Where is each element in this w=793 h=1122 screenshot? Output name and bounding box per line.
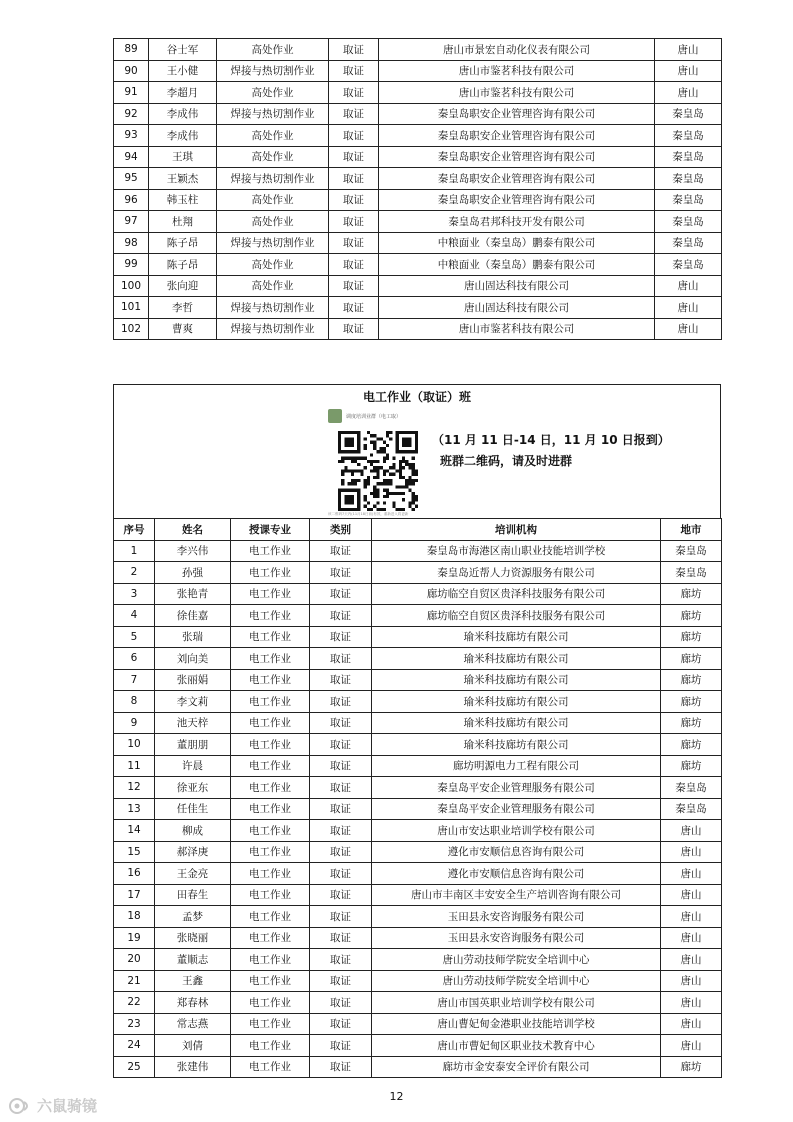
- table-cell: 董朋朋: [155, 734, 231, 756]
- table-cell: 瑜米科技廊坊有限公司: [372, 734, 661, 756]
- table-cell: 高处作业: [217, 146, 329, 168]
- table-cell: 取证: [310, 798, 372, 820]
- table-cell: 取证: [310, 626, 372, 648]
- table-cell: 取证: [329, 318, 379, 340]
- table-cell: 取证: [310, 605, 372, 627]
- table-cell: 秦皇岛平安企业管理服务有限公司: [372, 777, 661, 799]
- table-cell: 刘倩: [155, 1035, 231, 1057]
- table-cell: 瑜米科技廊坊有限公司: [372, 626, 661, 648]
- table-cell: 秦皇岛市海港区南山职业技能培训学校: [372, 540, 661, 562]
- table-row: [114, 297, 722, 319]
- table-cell: 秦皇岛: [661, 562, 722, 584]
- table-cell: 张瑞: [155, 626, 231, 648]
- table-row: [114, 60, 722, 82]
- table-cell: 廊坊: [661, 648, 722, 670]
- table-cell: 李文莉: [155, 691, 231, 713]
- table-cell: 唐山: [661, 863, 722, 885]
- table-cell: 98: [114, 232, 149, 254]
- table-cell: 遵化市安顺信息咨询有限公司: [372, 863, 661, 885]
- table-row: [114, 755, 722, 777]
- table-row: [114, 254, 722, 276]
- table-cell: 遵化市安顺信息咨询有限公司: [372, 841, 661, 863]
- table-cell: 秦皇岛: [655, 189, 722, 211]
- schedule-note: （11 月 11 日-14 日，11 月 10 日报到）: [432, 433, 670, 447]
- table-cell: 唐山市曹妃甸区职业技术教育中心: [372, 1035, 661, 1057]
- column-header: 序号: [114, 519, 155, 541]
- table-row: [114, 82, 722, 104]
- table-cell: 23: [114, 1013, 155, 1035]
- table-cell: 瑜米科技廊坊有限公司: [372, 712, 661, 734]
- table-cell: 15: [114, 841, 155, 863]
- table-cell: 柳成: [155, 820, 231, 842]
- table-cell: 95: [114, 168, 149, 190]
- table-row: [114, 906, 722, 928]
- column-header: 姓名: [155, 519, 231, 541]
- table-cell: 廊坊明源电力工程有限公司: [372, 755, 661, 777]
- table-row: [114, 146, 722, 168]
- table-cell: 瑜米科技廊坊有限公司: [372, 648, 661, 670]
- section-title: 电工作业（取证）班: [362, 390, 471, 404]
- table-cell: 唐山市景宏自动化仪表有限公司: [379, 39, 655, 61]
- table-row: [114, 777, 722, 799]
- table-cell: 22: [114, 992, 155, 1014]
- table-cell: 11: [114, 755, 155, 777]
- table-cell: 廊坊: [661, 626, 722, 648]
- table-cell: 20: [114, 949, 155, 971]
- table-cell: 中粮面业（秦皇岛）鹏泰有限公司: [379, 232, 655, 254]
- table-cell: 21: [114, 970, 155, 992]
- table-cell: 唐山: [661, 906, 722, 928]
- table-cell: 唐山市丰南区丰安安全生产培训咨询有限公司: [372, 884, 661, 906]
- table-cell: 唐山: [655, 297, 722, 319]
- table-cell: 8: [114, 691, 155, 713]
- table-cell: 电工作业: [231, 562, 310, 584]
- table-cell: 焊接与热切割作业: [217, 60, 329, 82]
- table-cell: 取证: [310, 712, 372, 734]
- table-row: [114, 1056, 722, 1078]
- page-number: 12: [389, 1090, 404, 1103]
- table-row: [114, 168, 722, 190]
- table-cell: 任佳生: [155, 798, 231, 820]
- table-cell: 唐山: [655, 39, 722, 61]
- table-header-row: [114, 519, 722, 541]
- table-cell: 廊坊: [661, 1056, 722, 1078]
- table-cell: 电工作业: [231, 777, 310, 799]
- table-cell: 秦皇岛: [655, 254, 722, 276]
- table-cell: 王小健: [149, 60, 217, 82]
- table-row: [114, 232, 722, 254]
- table-cell: 廊坊临空自贸区贵泽科技服务有限公司: [372, 605, 661, 627]
- table-cell: 唐山: [655, 60, 722, 82]
- table-cell: 取证: [310, 841, 372, 863]
- table-cell: 廊坊: [661, 691, 722, 713]
- table-cell: 100: [114, 275, 149, 297]
- group-avatar-icon: [328, 409, 342, 423]
- table-cell: 张向迎: [149, 275, 217, 297]
- table-cell: 7: [114, 669, 155, 691]
- table-cell: 89: [114, 39, 149, 61]
- table-cell: 电工作业: [231, 1035, 310, 1057]
- table-cell: 取证: [310, 734, 372, 756]
- table-cell: 电工作业: [231, 1056, 310, 1078]
- table-cell: 秦皇岛: [655, 211, 722, 233]
- table-cell: 杜翔: [149, 211, 217, 233]
- table-cell: 韩玉柱: [149, 189, 217, 211]
- table-cell: 高处作业: [217, 189, 329, 211]
- table-cell: 李兴伟: [155, 540, 231, 562]
- table-cell: 19: [114, 927, 155, 949]
- table-cell: 电工作业: [231, 949, 310, 971]
- table-cell: 取证: [329, 297, 379, 319]
- table-cell: 田春生: [155, 884, 231, 906]
- table-cell: 秦皇岛: [661, 798, 722, 820]
- table-cell: 唐山: [661, 970, 722, 992]
- table-cell: 唐山: [661, 992, 722, 1014]
- table-cell: 唐山市鉴茗科技有限公司: [379, 82, 655, 104]
- table-cell: 瑜米科技廊坊有限公司: [372, 691, 661, 713]
- table-cell: 90: [114, 60, 149, 82]
- qr-caption: 该二维码7天内(11月18日前)有效，重新进入将更新: [328, 512, 409, 516]
- table-cell: 高处作业: [217, 39, 329, 61]
- table-cell: 2: [114, 562, 155, 584]
- table-row: [114, 211, 722, 233]
- qr-note: 班群二维码，请及时进群: [440, 454, 573, 468]
- table-cell: 93: [114, 125, 149, 147]
- table-cell: 4: [114, 605, 155, 627]
- table-cell: 唐山固达科技有限公司: [379, 297, 655, 319]
- table-cell: 电工作业: [231, 863, 310, 885]
- table-cell: 唐山市鉴茗科技有限公司: [379, 318, 655, 340]
- table-cell: 唐山: [661, 1035, 722, 1057]
- table-cell: 高处作业: [217, 125, 329, 147]
- table-cell: 焊接与热切割作业: [217, 297, 329, 319]
- table-row: [114, 605, 722, 627]
- table-row: [114, 992, 722, 1014]
- table-row: [114, 189, 722, 211]
- table-cell: 秦皇岛: [655, 125, 722, 147]
- table-cell: 王琪: [149, 146, 217, 168]
- qr-header: [328, 409, 422, 423]
- table-cell: 唐山劳动技师学院安全培训中心: [372, 949, 661, 971]
- table-cell: 李哲: [149, 297, 217, 319]
- table-cell: 16: [114, 863, 155, 885]
- table-cell: 廊坊临空自贸区贵泽科技服务有限公司: [372, 583, 661, 605]
- watermark-logo-icon: [8, 1096, 34, 1116]
- table-cell: 廊坊: [661, 583, 722, 605]
- table-cell: 廊坊: [661, 734, 722, 756]
- table-row: [114, 275, 722, 297]
- table-cell: 电工作业: [231, 906, 310, 928]
- table-row: [114, 884, 722, 906]
- watermark: [8, 1095, 97, 1116]
- table-cell: 秦皇岛职安企业管理咨询有限公司: [379, 103, 655, 125]
- table-cell: 董顺志: [155, 949, 231, 971]
- table-cell: 唐山: [661, 949, 722, 971]
- table-cell: 秦皇岛: [655, 146, 722, 168]
- table-cell: 唐山市国英职业培训学校有限公司: [372, 992, 661, 1014]
- table-cell: 取证: [310, 1056, 372, 1078]
- table-cell: 96: [114, 189, 149, 211]
- main-table: [113, 518, 722, 1078]
- table-cell: 101: [114, 297, 149, 319]
- table-cell: 电工作业: [231, 691, 310, 713]
- table-cell: 18: [114, 906, 155, 928]
- table-cell: 取证: [329, 103, 379, 125]
- table-cell: 12: [114, 777, 155, 799]
- table-row: [114, 691, 722, 713]
- table-cell: 取证: [310, 949, 372, 971]
- table-cell: 焊接与热切割作业: [217, 318, 329, 340]
- table-cell: 取证: [329, 232, 379, 254]
- table-cell: 唐山: [655, 318, 722, 340]
- table-cell: 取证: [310, 583, 372, 605]
- table-cell: 99: [114, 254, 149, 276]
- table-cell: 取证: [329, 39, 379, 61]
- main-table-body: [114, 540, 722, 1078]
- table-cell: 孟梦: [155, 906, 231, 928]
- table-cell: 秦皇岛职安企业管理咨询有限公司: [379, 168, 655, 190]
- table-cell: 取证: [329, 211, 379, 233]
- table-cell: 张丽娟: [155, 669, 231, 691]
- table-cell: 取证: [310, 1013, 372, 1035]
- table-cell: 张晓丽: [155, 927, 231, 949]
- top-table: [113, 38, 722, 340]
- table-cell: 取证: [310, 540, 372, 562]
- table-cell: 高处作业: [217, 254, 329, 276]
- top-table-body: [114, 39, 722, 340]
- table-row: [114, 949, 722, 971]
- table-row: [114, 626, 722, 648]
- table-cell: 取证: [310, 863, 372, 885]
- table-cell: 秦皇岛君邦科技开发有限公司: [379, 211, 655, 233]
- table-cell: 电工作业: [231, 841, 310, 863]
- table-cell: 取证: [310, 648, 372, 670]
- table-cell: 秦皇岛职安企业管理咨询有限公司: [379, 189, 655, 211]
- table-cell: 取证: [310, 691, 372, 713]
- table-cell: 唐山: [655, 82, 722, 104]
- table-row: [114, 1035, 722, 1057]
- table-cell: 电工作业: [231, 970, 310, 992]
- table-cell: 电工作业: [231, 605, 310, 627]
- table-cell: 张建伟: [155, 1056, 231, 1078]
- table-row: [114, 712, 722, 734]
- table-cell: 徐佳嘉: [155, 605, 231, 627]
- table-cell: 唐山: [661, 841, 722, 863]
- table-cell: 秦皇岛: [661, 777, 722, 799]
- table-cell: 唐山市安达职业培训学校有限公司: [372, 820, 661, 842]
- table-row: [114, 540, 722, 562]
- table-cell: 玉田县永安咨询服务有限公司: [372, 906, 661, 928]
- table-cell: 电工作业: [231, 648, 310, 670]
- table-cell: 取证: [329, 82, 379, 104]
- table-row: [114, 39, 722, 61]
- table-cell: 廊坊: [661, 669, 722, 691]
- table-cell: 高处作业: [217, 211, 329, 233]
- table-cell: 取证: [310, 820, 372, 842]
- table-cell: 取证: [310, 970, 372, 992]
- table-cell: 高处作业: [217, 275, 329, 297]
- table-cell: 王鑫: [155, 970, 231, 992]
- table-row: [114, 562, 722, 584]
- table-cell: 97: [114, 211, 149, 233]
- table-cell: 秦皇岛职安企业管理咨询有限公司: [379, 125, 655, 147]
- table-cell: 焊接与热切割作业: [217, 168, 329, 190]
- table-cell: 秦皇岛近帮人力资源服务有限公司: [372, 562, 661, 584]
- table-row: [114, 734, 722, 756]
- table-cell: 3: [114, 583, 155, 605]
- table-cell: 唐山: [661, 1013, 722, 1035]
- table-cell: 郝泽庚: [155, 841, 231, 863]
- table-cell: 高处作业: [217, 82, 329, 104]
- table-cell: 电工作业: [231, 583, 310, 605]
- table-cell: 王颖杰: [149, 168, 217, 190]
- table-cell: 秦皇岛职安企业管理咨询有限公司: [379, 146, 655, 168]
- table-cell: 取证: [329, 125, 379, 147]
- table-cell: 秦皇岛: [655, 168, 722, 190]
- table-cell: 电工作业: [231, 820, 310, 842]
- table-cell: 秦皇岛: [661, 540, 722, 562]
- table-cell: 刘向美: [155, 648, 231, 670]
- table-cell: 电工作业: [231, 712, 310, 734]
- table-cell: 徐亚东: [155, 777, 231, 799]
- table-cell: 取证: [310, 1035, 372, 1057]
- qr-block: [328, 409, 422, 515]
- table-cell: 池天梓: [155, 712, 231, 734]
- table-cell: 10: [114, 734, 155, 756]
- column-header: 培训机构: [372, 519, 661, 541]
- qr-group-name: 调度培训业群（电工取）: [346, 413, 402, 420]
- table-row: [114, 583, 722, 605]
- table-cell: 取证: [329, 146, 379, 168]
- table-row: [114, 125, 722, 147]
- table-cell: 廊坊: [661, 605, 722, 627]
- table-cell: 14: [114, 820, 155, 842]
- table-cell: 唐山劳动技师学院安全培训中心: [372, 970, 661, 992]
- table-cell: 许晨: [155, 755, 231, 777]
- table-cell: 唐山市鉴茗科技有限公司: [379, 60, 655, 82]
- table-cell: 陈子昂: [149, 254, 217, 276]
- table-cell: 电工作业: [231, 992, 310, 1014]
- table-cell: 唐山: [661, 820, 722, 842]
- table-cell: 焊接与热切割作业: [217, 103, 329, 125]
- table-cell: 张艳青: [155, 583, 231, 605]
- table-cell: 取证: [329, 168, 379, 190]
- table-cell: 孙强: [155, 562, 231, 584]
- table-cell: 唐山: [661, 927, 722, 949]
- table-cell: 唐山: [655, 275, 722, 297]
- table-cell: 电工作业: [231, 626, 310, 648]
- qr-code-icon: [338, 431, 418, 511]
- table-cell: 陈子昂: [149, 232, 217, 254]
- table-cell: 李超月: [149, 82, 217, 104]
- table-cell: 电工作业: [231, 927, 310, 949]
- table-cell: 秦皇岛平安企业管理服务有限公司: [372, 798, 661, 820]
- table-cell: 王金亮: [155, 863, 231, 885]
- table-cell: 94: [114, 146, 149, 168]
- table-row: [114, 798, 722, 820]
- table-cell: 秦皇岛: [655, 103, 722, 125]
- table-cell: 电工作业: [231, 798, 310, 820]
- table-cell: 电工作业: [231, 755, 310, 777]
- table-cell: 常志燕: [155, 1013, 231, 1035]
- table-cell: 电工作业: [231, 734, 310, 756]
- table-cell: 5: [114, 626, 155, 648]
- table-cell: 电工作业: [231, 669, 310, 691]
- column-header: 授课专业: [231, 519, 310, 541]
- table-cell: 唐山固达科技有限公司: [379, 275, 655, 297]
- table-cell: 25: [114, 1056, 155, 1078]
- table-cell: 取证: [310, 906, 372, 928]
- column-header: 地市: [661, 519, 722, 541]
- table-cell: 李成伟: [149, 103, 217, 125]
- table-cell: 取证: [329, 275, 379, 297]
- table-cell: 取证: [310, 884, 372, 906]
- table-cell: 取证: [310, 777, 372, 799]
- table-cell: 廊坊: [661, 755, 722, 777]
- table-row: [114, 669, 722, 691]
- section-header: [113, 384, 721, 518]
- table-cell: 曹爽: [149, 318, 217, 340]
- table-row: [114, 863, 722, 885]
- table-row: [114, 927, 722, 949]
- table-cell: 91: [114, 82, 149, 104]
- table-cell: 瑜米科技廊坊有限公司: [372, 669, 661, 691]
- table-cell: 廊坊: [661, 712, 722, 734]
- column-header: 类别: [310, 519, 372, 541]
- table-cell: 唐山: [661, 884, 722, 906]
- table-cell: 中粮面业（秦皇岛）鹏泰有限公司: [379, 254, 655, 276]
- table-cell: 取证: [310, 927, 372, 949]
- table-cell: 取证: [329, 254, 379, 276]
- table-cell: 廊坊市金安泰安全评价有限公司: [372, 1056, 661, 1078]
- table-cell: 取证: [310, 755, 372, 777]
- table-cell: 9: [114, 712, 155, 734]
- table-cell: 102: [114, 318, 149, 340]
- table-cell: 玉田县永安咨询服务有限公司: [372, 927, 661, 949]
- table-cell: 取证: [310, 669, 372, 691]
- table-cell: 电工作业: [231, 540, 310, 562]
- table-cell: 李成伟: [149, 125, 217, 147]
- table-cell: 焊接与热切割作业: [217, 232, 329, 254]
- table-cell: 郑春林: [155, 992, 231, 1014]
- table-cell: 24: [114, 1035, 155, 1057]
- table-cell: 1: [114, 540, 155, 562]
- table-row: [114, 103, 722, 125]
- table-cell: 17: [114, 884, 155, 906]
- table-cell: 6: [114, 648, 155, 670]
- table-cell: 取证: [310, 562, 372, 584]
- table-cell: 取证: [329, 60, 379, 82]
- table-cell: 电工作业: [231, 1013, 310, 1035]
- table-row: [114, 318, 722, 340]
- table-cell: 取证: [310, 992, 372, 1014]
- table-cell: 取证: [329, 189, 379, 211]
- table-row: [114, 1013, 722, 1035]
- table-row: [114, 820, 722, 842]
- table-cell: 13: [114, 798, 155, 820]
- table-cell: 电工作业: [231, 884, 310, 906]
- table-cell: 秦皇岛: [655, 232, 722, 254]
- table-row: [114, 648, 722, 670]
- table-cell: 唐山曹妃甸金港职业技能培训学校: [372, 1013, 661, 1035]
- table-row: [114, 841, 722, 863]
- table-cell: 谷士军: [149, 39, 217, 61]
- watermark-text: 六鼠骑镜: [37, 1097, 98, 1115]
- table-row: [114, 970, 722, 992]
- table-cell: 92: [114, 103, 149, 125]
